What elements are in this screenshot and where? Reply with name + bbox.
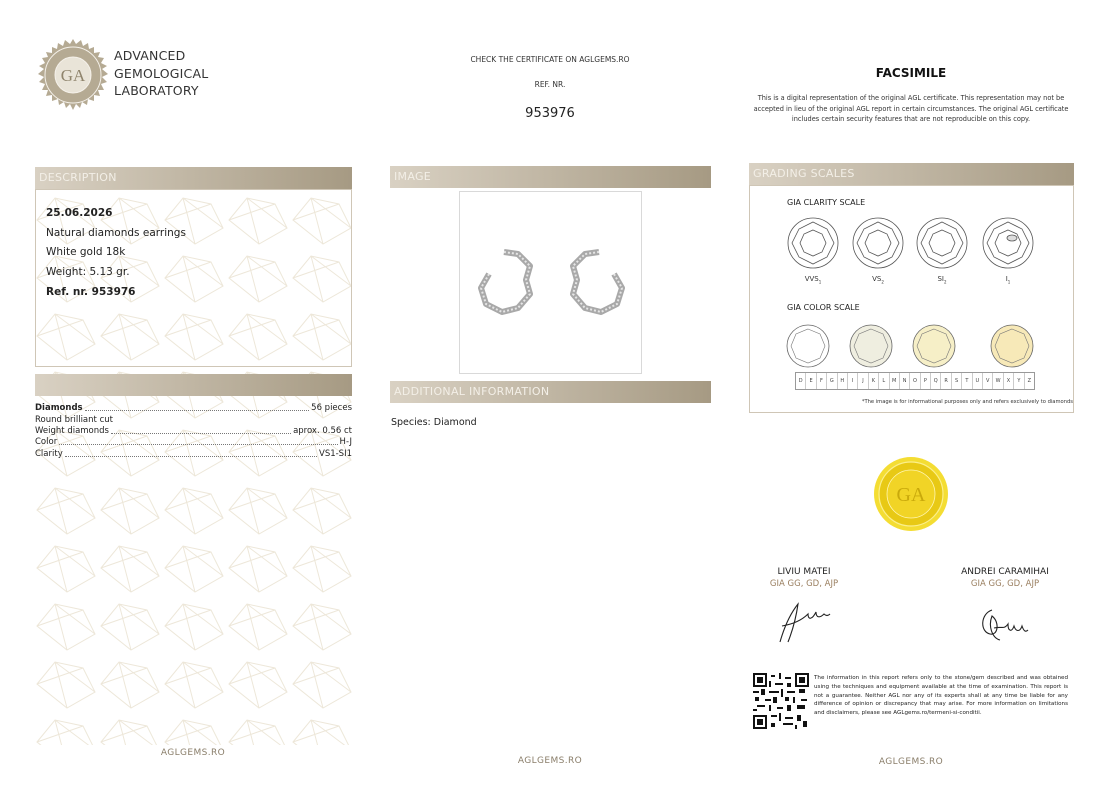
- spec-key: Clarity: [35, 449, 63, 459]
- spec-value: VS1-SI1: [319, 449, 352, 459]
- spec-dots: [111, 426, 291, 434]
- signature-credentials-2: GIA GG, GD, AJP: [970, 579, 1040, 589]
- clarity-label-si: [922, 275, 962, 284]
- color-letter: S: [952, 373, 962, 389]
- color-letter: O: [910, 373, 920, 389]
- signature-2: [974, 604, 1034, 644]
- color-letter: Y: [1014, 373, 1024, 389]
- spec-row-clarity: [35, 449, 352, 460]
- spec-key: Diamonds: [35, 403, 83, 413]
- color-letter: E: [806, 373, 816, 389]
- specs-header: [35, 374, 352, 396]
- svg-text:GA: GA: [60, 66, 86, 85]
- agl-seal-logo: [36, 38, 110, 112]
- signature-name-2: ANDREI CARAMIHAI: [961, 567, 1049, 577]
- clarity-label: VS: [872, 275, 882, 283]
- spec-dots: [59, 437, 337, 445]
- species-text: Species: Diamond: [391, 417, 477, 428]
- svg-text:GA: GA: [896, 484, 926, 506]
- signature-name-1: LIVIU MATEI: [777, 567, 831, 577]
- org-name-line: LABORATORY: [114, 83, 199, 98]
- description-date: 25.06.2026: [46, 207, 113, 219]
- spec-row-diamonds: [35, 403, 352, 414]
- spec-value: aprox. 0.56 ct: [293, 426, 352, 436]
- footer-website-middle[interactable]: AGLGEMS.RO: [517, 756, 583, 766]
- image-header: IMAGE: [390, 166, 711, 188]
- clarity-label: VVS: [804, 275, 819, 283]
- clarity-sub: 1: [1007, 279, 1011, 285]
- grading-header: GRADING SCALES: [749, 163, 1074, 185]
- clarity-sub: 2: [881, 279, 884, 285]
- color-letter: Z: [1027, 378, 1031, 384]
- clarity-scale-title: GIA CLARITY SCALE: [787, 198, 866, 207]
- check-certificate-text: CHECK THE CERTIFICATE ON AGLGEMS.RO: [470, 55, 630, 64]
- color-letter: H: [838, 373, 848, 389]
- facsimile-title: FACSIMILE: [875, 66, 947, 80]
- spec-dots: [85, 403, 310, 411]
- color-letter: R: [941, 373, 951, 389]
- color-letter: G: [827, 373, 837, 389]
- spec-key: Weight diamonds: [35, 426, 109, 436]
- color-letter: D: [796, 373, 806, 389]
- org-name: [114, 47, 208, 100]
- spec-row-color: [35, 437, 352, 448]
- org-name-line: ADVANCED: [114, 48, 186, 63]
- grading-note: *The image is for informational purposes only and refers exclusively to diamonds: [861, 399, 1073, 405]
- spec-row-cut: [35, 415, 352, 426]
- ref-nr-label: REF. NR.: [534, 80, 566, 89]
- color-grade-strip: [795, 372, 1035, 390]
- clarity-label: I: [1005, 275, 1008, 283]
- spec-row-weight: [35, 426, 352, 437]
- color-letter: T: [962, 373, 972, 389]
- signature-credentials-1: GIA GG, GD, AJP: [769, 579, 839, 589]
- ref-nr-value: 953976: [525, 106, 575, 121]
- additional-info-header: ADDITIONAL INFORMATION: [390, 381, 711, 403]
- color-letter: Q: [931, 373, 941, 389]
- signature-1: [772, 598, 836, 646]
- disclaimer-text: The information in this report refers only to the stone/gem described and was obtained using the techniques and equipment available at the time of examination. This report is not a guarantee. Neither AGL nor any of its experts shall at any time be liable for any difference of opinion or discrepancy that may arise. For more information on limitations and disclaimers, please see AGLgems.ro/termeni-si-conditii.: [814, 675, 1068, 717]
- color-letter: I: [848, 373, 858, 389]
- clarity-label-i: [988, 275, 1028, 284]
- color-letter: F: [817, 373, 827, 389]
- color-letter: J: [858, 373, 868, 389]
- color-letter: N: [900, 373, 910, 389]
- qr-code[interactable]: [753, 673, 809, 729]
- clarity-sub: 1: [818, 279, 822, 285]
- clarity-diamond-icons: [786, 216, 1040, 272]
- gold-seal-icon: [873, 456, 949, 532]
- color-letter: X: [1004, 373, 1014, 389]
- color-letter: K: [869, 373, 879, 389]
- footer-website-right[interactable]: AGLGEMS.RO: [878, 757, 944, 767]
- spec-value: 56 pieces: [311, 403, 352, 413]
- color-diamond-icons: [786, 323, 1040, 369]
- footer-website-left[interactable]: AGLGEMS.RO: [160, 748, 226, 758]
- description-item: Natural diamonds earrings: [46, 227, 186, 239]
- spec-value: H-J: [339, 437, 352, 447]
- product-image: [459, 191, 642, 374]
- org-name-line: GEMOLOGICAL: [114, 65, 209, 81]
- spec-dots: [65, 449, 317, 457]
- description-ref: Ref. nr. 953976: [46, 286, 136, 298]
- color-letter: L: [879, 373, 889, 389]
- description-weight: Weight: 5.13 gr.: [46, 266, 130, 278]
- color-letter: W: [993, 373, 1003, 389]
- spec-key: Round brilliant cut: [35, 415, 113, 425]
- color-letter: V: [983, 373, 993, 389]
- spec-key: Color: [35, 437, 58, 447]
- color-scale-title: GIA COLOR SCALE: [787, 303, 860, 312]
- description-header: DESCRIPTION: [35, 167, 352, 189]
- description-metal: White gold 18k: [46, 246, 126, 258]
- clarity-sub: 2: [943, 279, 947, 285]
- clarity-label-vs: [858, 275, 898, 284]
- earrings-image: [460, 192, 643, 375]
- clarity-label-vvs: [793, 275, 833, 284]
- color-letter: U: [973, 373, 983, 389]
- facsimile-note: This is a digital representation of the original AGL certificate. This representation may not be accepted in lieu of the original AGL report in certain circumstances. The original AGL certificate includes certain security features that are not reproducible on this copy.: [753, 94, 1069, 123]
- color-letter: P: [921, 373, 931, 389]
- clarity-label: SI: [937, 275, 944, 283]
- color-letter: M: [890, 373, 900, 389]
